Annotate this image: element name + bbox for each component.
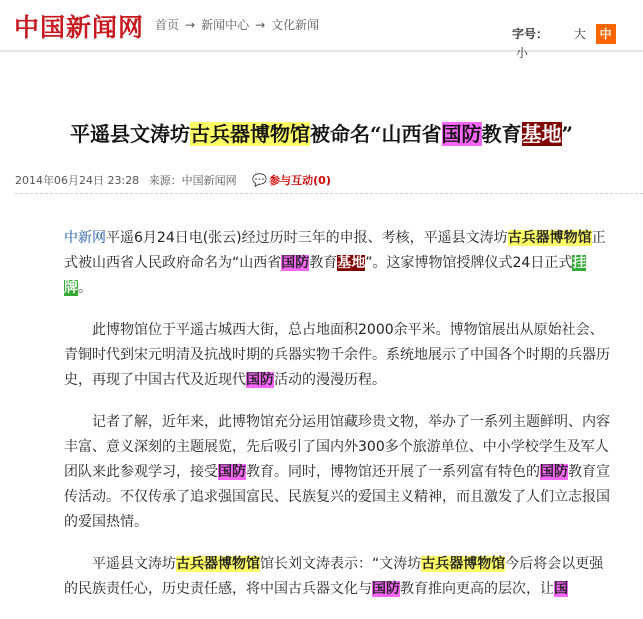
paragraph-text: 教育。同时，博物馆还开展了一系列富有特色的 [246,464,540,480]
breadcrumb-culture-news[interactable]: 文化新闻 [271,18,320,32]
paragraph-text: 记者了解，近年来，此博物馆充分运用馆藏珍贵文物，举办了一系列主题鲜明、内容丰富、意义深刻的主题展览，先后吸引了国内外300多个旅游单位、中小学校学生及军人团队来此参观学习，接受 [64,414,610,480]
source-link[interactable]: 中新网 [64,230,106,246]
paragraph-text: 教育 [309,255,338,271]
paragraph-text: 。 [78,280,92,296]
keyword-highlight: 古兵器博物馆 [507,230,592,246]
speech-bubble-icon: 💬 [252,173,268,187]
arrow-icon: → [255,18,266,32]
article-source: 来源：中国新闻网 [148,174,237,187]
keyword-highlight: 基地 [337,255,366,271]
comment-label: 参与互动 [269,174,314,187]
keyword-highlight: 古兵器博物馆 [176,556,260,572]
title-text: ” [561,122,574,146]
keyword-highlight: 国 [554,581,568,597]
comment-count: (0) [313,174,331,187]
title-text: 教育 [481,122,522,146]
site-header [0,0,643,60]
title-highlight: 基地 [521,122,562,146]
breadcrumb-home[interactable]: 首页 [155,18,180,32]
font-size-switcher [512,24,643,61]
font-size-large-button[interactable]: 大 [573,27,586,41]
paragraph-text: 活动的漫漫历程。 [274,372,386,388]
title-text: 平遥县文涛坊 [69,122,190,146]
title-highlight: 古兵器博物馆 [189,122,310,146]
comment-link[interactable] [252,174,331,187]
paragraph-text: 教育宣传活动。不仅传承了追求强国富民、民族复兴的爱国主义精神，而且激发了人们立志报国的爱国热情。 [64,464,610,530]
paragraph-text: 此博物馆位于平遥古城西大街，总占地面积2000余平米。博物馆展出从原始社会、青铜时代到宋元明清及抗战时期的兵器实物千余件。系统地展示了中国各个时期的兵器历史，再现了中国古代及近现代 [64,322,610,388]
font-size-medium-button[interactable]: 中 [596,24,616,44]
paragraph-text: ”。这家博物馆授牌仪式24日正式 [365,255,573,271]
title-highlight: 国防 [441,122,482,146]
keyword-highlight: 国防 [281,255,310,271]
font-size-small-button[interactable]: 小 [515,46,528,60]
breadcrumb [155,16,323,33]
article-meta [15,172,331,188]
keyword-highlight: 挂牌 [64,255,587,296]
article-title [0,118,643,147]
paragraph-text: 教育推向更高的层次，让 [400,581,554,597]
paragraph-text: 馆长刘文涛表示：“文涛坊 [260,556,422,572]
article-paragraph [64,226,614,301]
arrow-icon: → [185,18,196,32]
divider [15,193,643,194]
keyword-highlight: 古兵器博物馆 [421,556,506,572]
font-size-label: 字号： [512,27,549,41]
keyword-highlight: 国防 [218,464,246,480]
paragraph-text: 今后将会以更强的民族责任心，历史责任感，将中国古兵器文化与 [64,556,604,597]
paragraph-text: 平遥县文涛坊 [92,556,176,572]
article-body [64,226,614,619]
publish-datetime: 2014年06月24日 23:28 [15,174,140,187]
article-paragraph [64,410,614,535]
keyword-highlight: 国防 [372,581,400,597]
title-text: 被命名“山西省 [309,122,442,146]
article-paragraph [64,552,614,602]
keyword-highlight: 国防 [246,372,274,388]
paragraph-text: 平遥6月24日电(张云)经过历时三年的申报、考核，平遥县文涛坊 [106,230,508,246]
site-logo[interactable]: 中国新闻网 [14,13,145,42]
breadcrumb-news-center[interactable]: 新闻中心 [201,18,250,32]
keyword-highlight: 国防 [540,464,568,480]
paragraph-text: 正式被山西省人民政府命名为“山西省 [64,230,606,271]
article-paragraph [64,318,614,393]
